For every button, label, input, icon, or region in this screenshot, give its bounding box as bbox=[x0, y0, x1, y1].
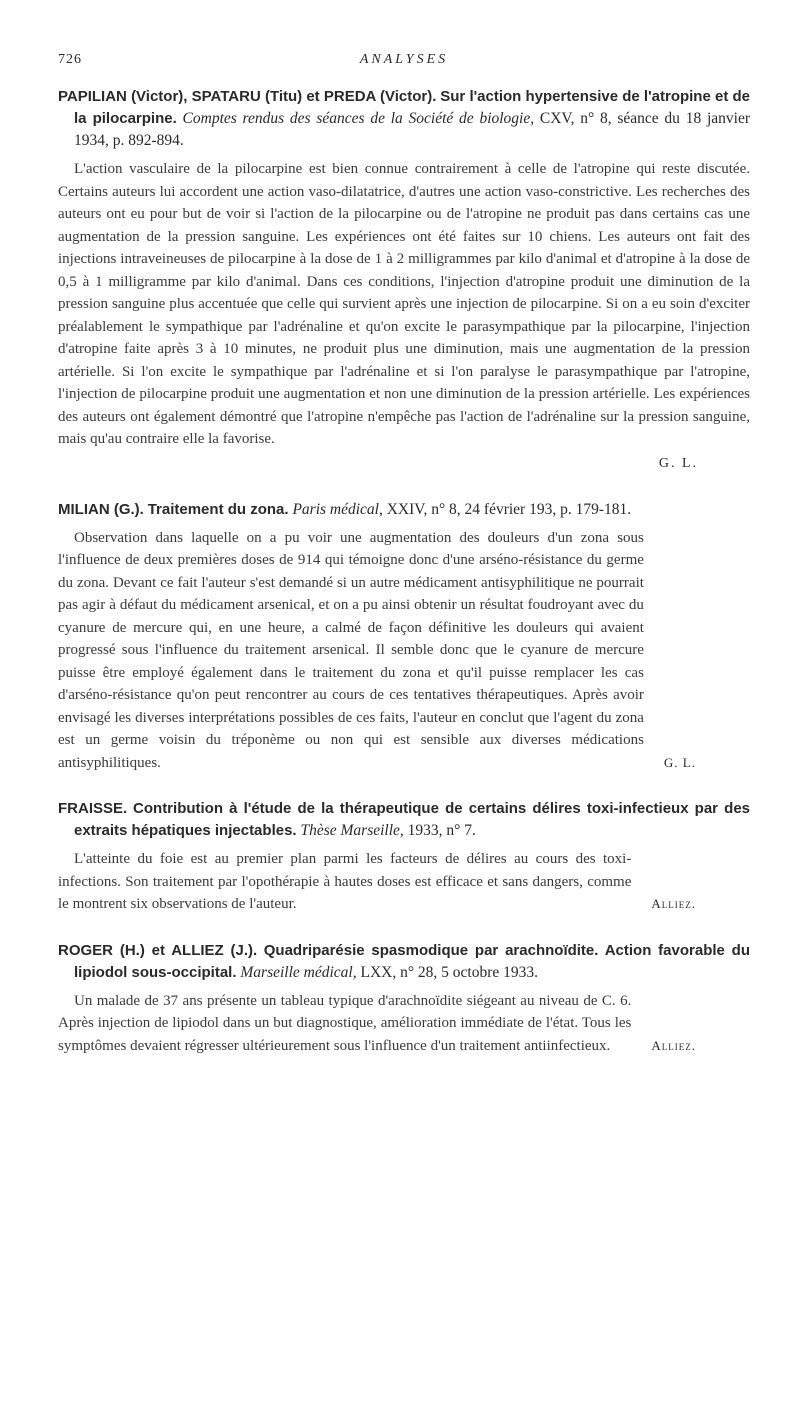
entry-authors: FRAISSE. bbox=[58, 800, 128, 817]
entry-signature: Alliez. bbox=[651, 896, 696, 911]
entry-citation: LXX, n° 28, 5 octobre 1933. bbox=[360, 963, 539, 981]
entry-heading bbox=[58, 86, 750, 152]
abstract-entry bbox=[58, 940, 750, 1058]
entry-heading bbox=[58, 798, 750, 842]
abstract-entry bbox=[58, 798, 750, 916]
entry-heading bbox=[58, 940, 750, 984]
entry-authors: ROGER (H.) et ALLIEZ (J.). bbox=[58, 941, 258, 959]
entry-source: Paris médical, bbox=[292, 500, 383, 518]
entry-body: Un malade de 37 ans présente un tableau typique d'arachnoïdite siégeant au niveau de C. 6. Après injection de lipiodol dans un but diagnostique, amélioration immédiate de l'état. Tous les symptômes devaient régresser ultérieurement sous l'influence d'un traitement antiinfectieux. bbox=[58, 992, 632, 1054]
entry-body-with-signature bbox=[58, 527, 750, 775]
entry-signature: G. L. bbox=[658, 455, 698, 471]
running-head bbox=[58, 52, 750, 76]
abstract-entry bbox=[58, 86, 750, 475]
entry-citation: XXIV, n° 8, 24 février 193, p. 179-181. bbox=[386, 500, 632, 518]
entry-body-with-signature bbox=[58, 990, 750, 1058]
entry-signature: Alliez. bbox=[651, 1037, 696, 1053]
page-number: 726 bbox=[58, 52, 82, 67]
entry-title: Contribution à l'étude de la thérapeutique de certains délires toxi-infectieux par des extraits hépatiques injectables. bbox=[74, 800, 751, 839]
entry-authors: MILIAN (G.). bbox=[58, 500, 144, 518]
entry-body: Observation dans laquelle on a pu voir une augmentation des douleurs d'un zona sous l'influence de deux premières doses de 914 qui témoigne donc d'une arséno-résistance du germe du zona. Devant ce fait l'auteur s'est demandé si un autre médicament antisyphilitique ne pourrait pas agir à défaut du médicament arsenical, et on a pu ainsi obtenir un résultat foudroyant avec du cyanure de mercure qui, en une heure, a calmé de façon définitive les douleurs qui avaient progressé sous l'influence du traitement arsenical. Il semble donc que le cyanure de mercure puisse être employé également dans le traitement du zona et qu'il puisse remplacer les cas d'arséno-résistance qu'on peut rencontrer au cours de ces tentatives thérapeutiques. Après avoir envisagé les diverses interprétations possibles de ces faits, l'auteur en conclut que l'agent du zona est un germe voisin du tréponème ou non qui est sensible aux diverses médications antisyphilitiques. bbox=[58, 529, 644, 771]
entry-heading bbox=[58, 499, 750, 521]
entry-title: Sur l'action hypertensive de l'atropine et de la pilocarpine. bbox=[74, 88, 750, 127]
entry-body: L'atteinte du foie est au premier plan parmi les facteurs de délires au cours des toxi-infections. Son traitement par l'opothérapie à hautes doses est efficace et sans dangers, comme le montrent six observations de l'auteur. bbox=[58, 851, 632, 912]
entry-title: Quadriparésie spasmodique par arachnoïdite. Action favorable du lipiodol sous-occipital. bbox=[74, 941, 751, 981]
entry-citation: CXV, n° 8, séance du 18 janvier 1934, p. 892-894. bbox=[74, 110, 750, 149]
entry-title: Traitement du zona. bbox=[147, 500, 289, 518]
running-title: ANALYSES bbox=[359, 52, 449, 67]
entry-authors: PAPILIAN (Victor), SPATARU (Titu) et PREDA (Victor). bbox=[58, 88, 437, 105]
entry-signature: G. L. bbox=[663, 754, 696, 770]
journal-page bbox=[58, 52, 750, 1057]
entry-source: Comptes rendus des séances de la Société de biologie, bbox=[182, 110, 535, 127]
abstract-entry bbox=[58, 499, 750, 775]
entry-source: Thèse Marseille, bbox=[300, 822, 404, 839]
entry-body: L'action vasculaire de la pilocarpine est bien connue contrairement à celle de l'atropine qui reste discutée. Certains auteurs lui accordent une action vaso-dilatatrice, d'autres une action vaso-constrictive. Les recherches des auteurs ont eu pour but de voir si l'action de la pilocarpine ou de l'atropine ne produit pas dans certains cas une augmentation de la pression sanguine. Les expériences ont été faites sur 10 chiens. Les auteurs ont fait des injections intraveineuses de pilocarpine à la dose de 1 à 2 milligrammes par kilo d'animal et d'atropine à la dose de 0,5 à 1 milligramme par kilo d'animal. Dans ces conditions, l'injection d'atropine produit une diminution de la pression sanguine plus accentuée que celle qui survient après une injection de pilocarpine. Si on a eu soin d'exciter préalablement le sympathique par l'adrénaline et qu'on excite le parasympathique par la pilocarpine, l'injection d'atropine faite après 3 à 10 minutes, ne produit plus une diminution, mais une augmentation de la pression artérielle. Si l'on excite le sympathique par l'adrénaline et si l'on paralyse le parasympathique par l'atropine, l'injection de pilocarpine produit une augmentation et non une diminution de la pression artérielle. Les expériences des auteurs ont également démontré que l'atropine n'empêche pas l'action de l'adrénaline sur la pression sanguine, mais qu'au contraire elle la favorise. bbox=[58, 161, 750, 447]
entry-source: Marseille médical, bbox=[240, 963, 357, 981]
entry-citation: 1933, n° 7. bbox=[407, 822, 476, 839]
entry-body-with-signature bbox=[58, 848, 750, 916]
